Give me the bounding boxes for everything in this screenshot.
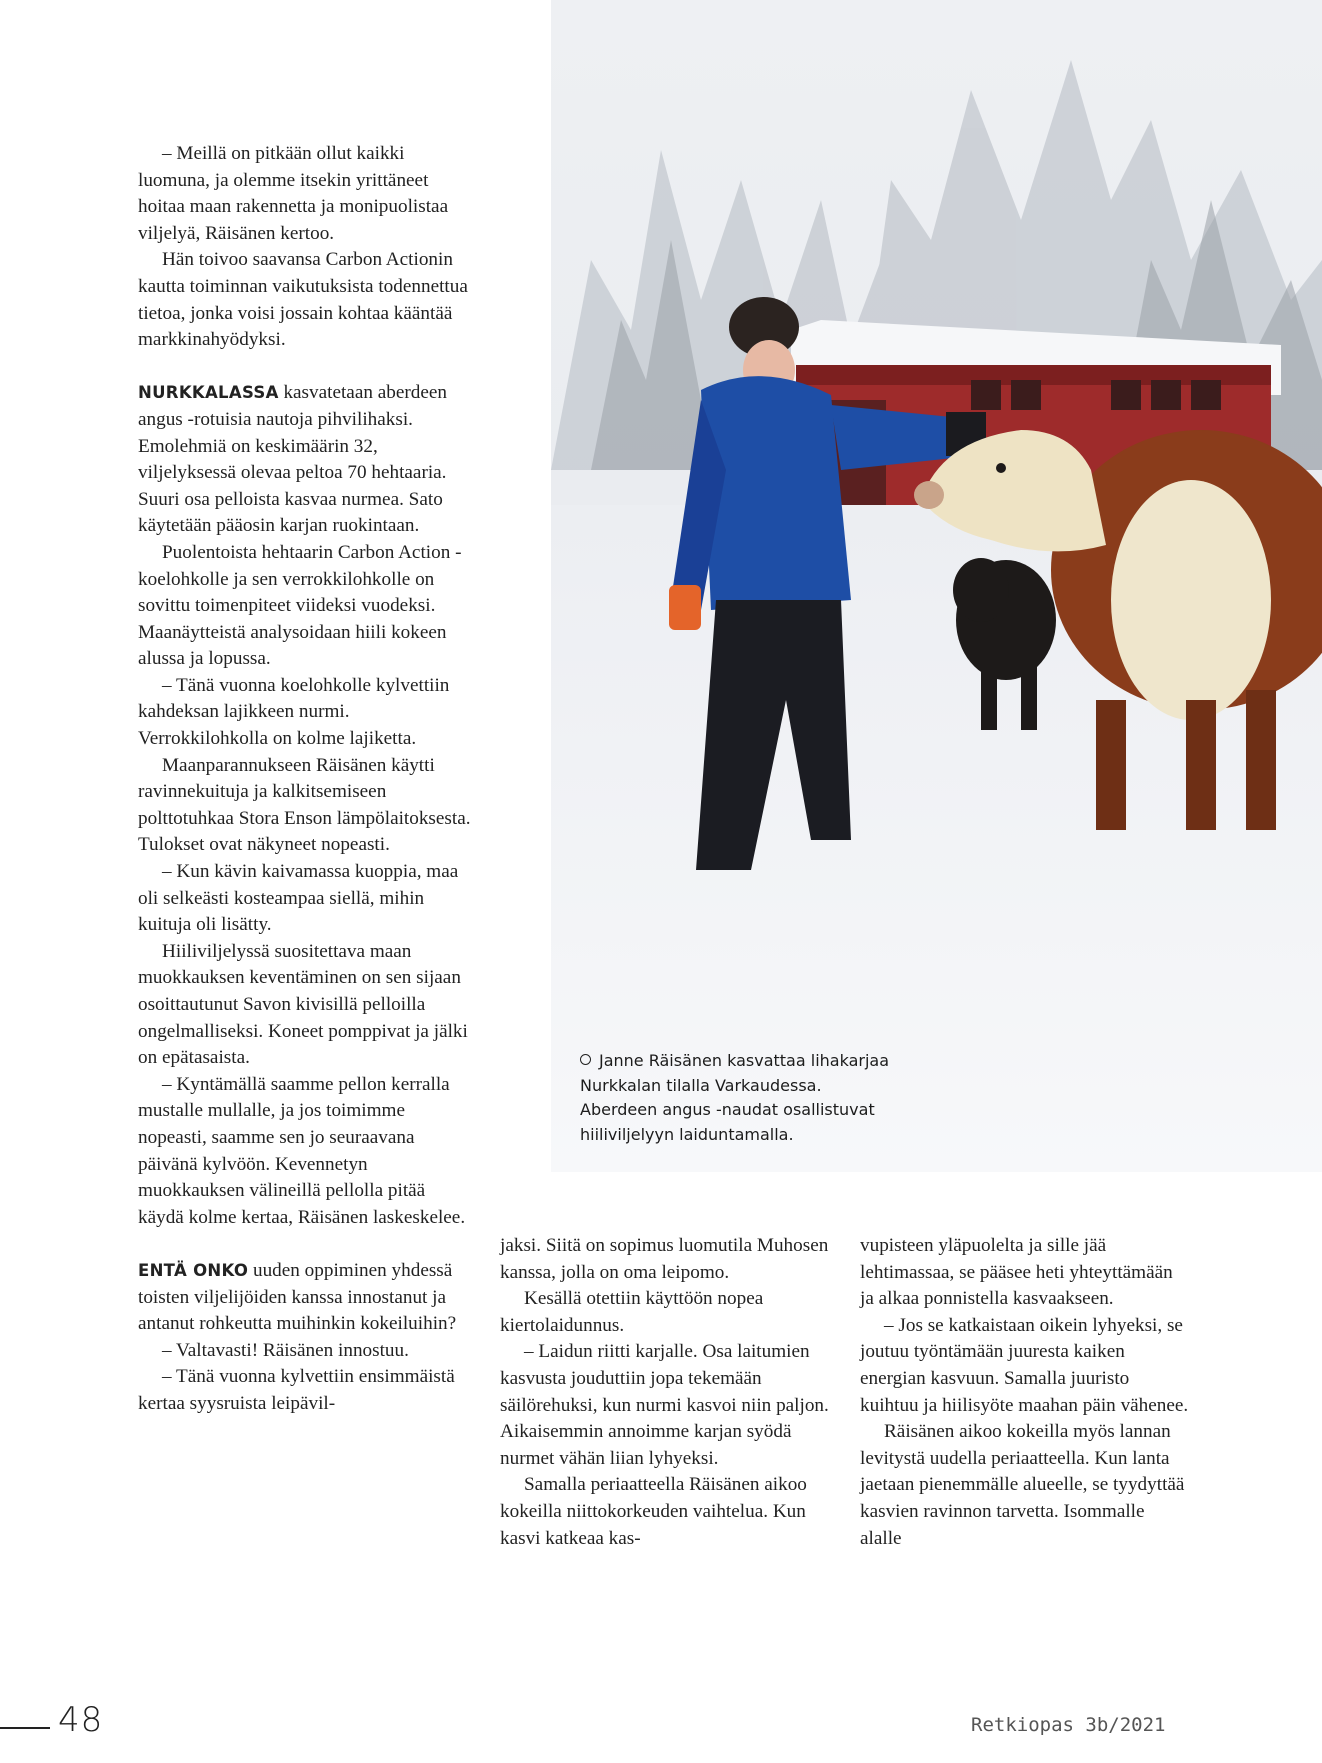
farm-photo [551, 0, 1322, 1172]
article-column-2 [500, 1233, 830, 1552]
paragraph: Hiiliviljelyssä suositettava maan muokkauksen keventäminen on sen sijaan osoittautunut Savon kivisillä pelloilla ongelmalliseksi. Koneet pomppivat ja jälki on epätasaista. [138, 940, 468, 1069]
paragraph: – Jos se katkaistaan oikein lyhyeksi, se joutuu työntämään juuresta kaiken energian kasvuun. Samalla juuristo kuihtuu ja hiilisyöte maahan päin vähenee. [860, 1314, 1189, 1416]
section-lead-text: kasvatetaan aberdeen angus -rotuisia nautoja pihvilihaksi. Emolehmiä on keskimäärin 32, viljelyksessä olevaa peltoa 70 hehtaaria. Suuri osa pelloista kasvaa nurmea. Sato käytetään pääosin karjan ruokintaan. [138, 382, 447, 537]
paragraph: – Tänä vuonna kylvettiin ensimmäistä kertaa syysruista leipävil- [138, 1366, 455, 1414]
footer-rule [0, 1727, 50, 1729]
article-column-1 [138, 141, 473, 1418]
paragraph: – Meillä on pitkään ollut kaikki luomuna, ja olemme itsekin yrittäneet hoitaa maan rakennetta ja monipuolistaa viljelyä, Räisänen kertoo. [138, 143, 449, 244]
paragraph: Maanparannukseen Räisänen käytti ravinnekuituja ja kalkitsemiseen polttotuhkaa Stora Enson lämpölaitoksesta. Tulokset ovat näkyneet nopeasti. [138, 754, 471, 856]
photo-caption [580, 1049, 900, 1147]
caption-text: Janne Räisänen kasvattaa lihakarjaa Nurkkalan tilalla Varkaudessa. Aberdeen angus -naudat osallistuvat hiiliviljelyyn laiduntamalla. [580, 1051, 889, 1144]
paragraph: – Tänä vuonna koelohkolle kylvettiin kahdeksan lajikkeen nurmi. Verrokkilohkolla on kolme lajiketta. [138, 674, 450, 750]
page-number: 48 [58, 1700, 104, 1740]
section-paragraph [138, 380, 473, 540]
section-paragraph [138, 1258, 473, 1338]
caption-bullet-icon [580, 1054, 591, 1065]
paragraph: Kesällä otettiin käyttöön nopea kiertolaidunnus. [500, 1288, 764, 1336]
paragraph: vupisteen yläpuolelta ja sille jää lehtimassaa, se pääsee heti yhteyttämään ja alkaa ponnistella kasvaakseen. [860, 1235, 1173, 1310]
paragraph: – Kyntämällä saamme pellon kerralla mustalle mullalle, ja jos toimimme nopeasti, saamme sen jo seuraavana päivänä kylvöön. Kevennetyn muokkauksen välineillä pellolla pitää käydä kolme kertaa, Räisänen laskeskelee. [138, 1073, 466, 1228]
article-column-3 [860, 1233, 1190, 1552]
paragraph: – Valtavasti! Räisänen innostuu. [162, 1339, 409, 1361]
paragraph: Samalla periaatteella Räisänen aikoo kokeilla niittokorkeuden vaihtelua. Kun kasvi katkeaa kas- [500, 1474, 807, 1549]
section-lead-word: ENTÄ ONKO [138, 1260, 249, 1280]
paragraph: Räisänen aikoo kokeilla myös lannan levitystä uudella periaatteella. Kun lanta jaetaan pienemmälle alueelle, se tyydyttää kasvien ravinnon tarvetta. Isommalle alalle [860, 1421, 1185, 1549]
paragraph: – Laidun riitti karjalle. Osa laitumien kasvusta jouduttiin jopa tekemään säilörehuksi, kun nurmi kasvoi niin paljon. Aikaisemmin annoimme karjan syödä nurmet vähän liian lyhyeksi. [500, 1341, 829, 1469]
paragraph: jaksi. Siitä on sopimus luomutila Muhosen kanssa, jolla on oma leipomo. [500, 1235, 829, 1283]
paragraph: Hän toivoo saavansa Carbon Actionin kautta toiminnan vaikutuksista todennettua tietoa, jonka voisi jossain kohtaa kääntää markkinahyödyksi. [138, 249, 468, 351]
section-lead-text: uuden oppiminen yhdessä toisten viljelijöiden kanssa innostanut ja antanut rohkeutta muihinkin kokeiluihin? [138, 1259, 457, 1335]
paragraph: – Kun kävin kaivamassa kuoppia, maa oli selkeästi kosteampaa siellä, mihin kuituja oli lisätty. [138, 861, 459, 936]
publication-name: Retkiopas 3b/2021 [971, 1714, 1166, 1736]
section-lead-word: NURKKALASSA [138, 383, 279, 403]
snow-scene-illustration [551, 0, 1322, 1172]
paragraph: Puolentoista hehtaarin Carbon Action -koelohkolle ja sen verrokkilohkolle on sovittu toimenpiteet viideksi vuodeksi. Maanäytteistä analysoidaan hiili kokeen alussa ja lopussa. [138, 541, 462, 670]
